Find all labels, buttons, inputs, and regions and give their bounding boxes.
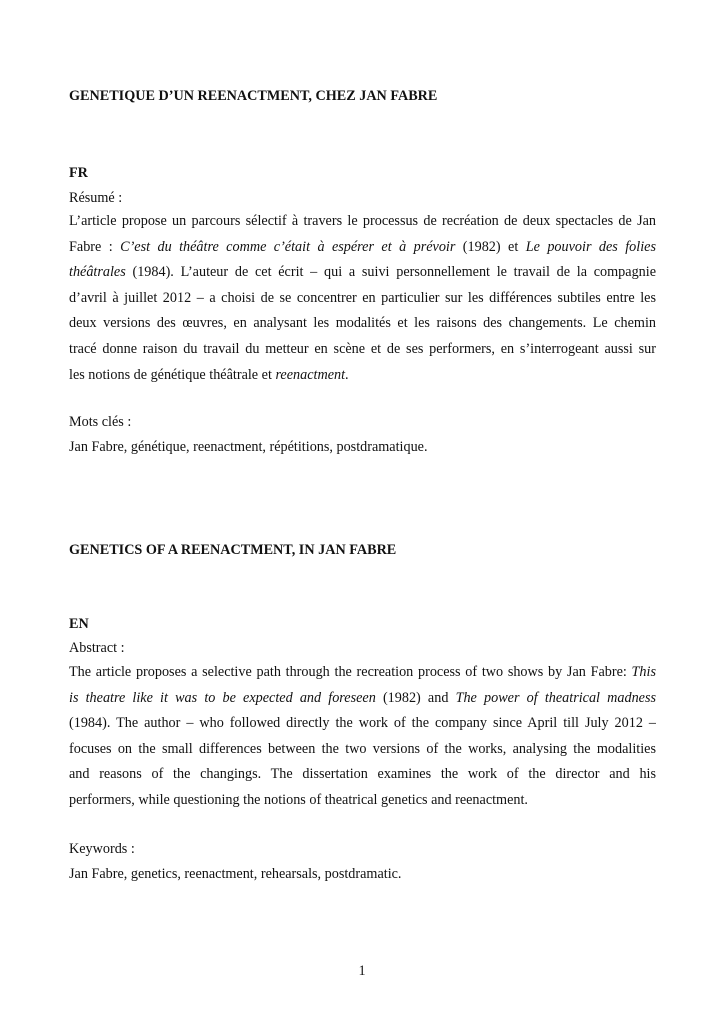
english-abstract-line-1: The article proposes a selective path through the recreation process of two shows by Jan Fabre: This <box>69 664 656 680</box>
page-number: 1 <box>358 963 366 979</box>
english-abstract-line-2: is theatre like it was to be expected and foreseen (1982) and The power of theatrical madness <box>69 689 656 706</box>
french-abstract-line-2: Fabre : C’est du théâtre comme c’était à espérer et à prévoir (1982) et Le pouvoir des folies <box>69 238 656 255</box>
french-keywords-label: Mots clés : <box>69 414 132 430</box>
french-abstract-line-7: les notions de génétique théâtrale et reenactment. <box>69 366 349 383</box>
french-language-heading: FR <box>69 165 88 181</box>
english-abstract-label: Abstract : <box>69 640 125 656</box>
english-title: GENETICS OF A REENACTMENT, IN JAN FABRE <box>69 542 397 558</box>
french-abstract-line-1: L’article propose un parcours sélectif à travers le processus de recréation de deux spectacles de Jan <box>69 213 656 229</box>
french-abstract-line-5: deux versions des œuvres, en analysant les modalités et les raisons des changements. Le chemin <box>69 315 656 332</box>
english-keywords-label: Keywords : <box>69 841 135 857</box>
french-abstract-line-3: théâtrales (1984). L’auteur de cet écrit – qui a suivi personnellement le travail de la compagnie <box>69 264 656 281</box>
english-keywords: Jan Fabre, genetics, reenactment, rehearsals, postdramatic. <box>69 866 402 882</box>
french-keywords: Jan Fabre, génétique, reenactment, répétitions, postdramatique. <box>69 439 428 455</box>
english-language-heading: EN <box>69 616 89 632</box>
english-abstract <box>69 660 656 814</box>
english-abstract-line-4: focuses on the small differences between the two versions of the works, analysing the modalities <box>69 740 656 757</box>
english-abstract-line-5: and reasons of the changings. The dissertation examines the work of the director and his <box>69 766 656 783</box>
french-abstract-line-6: tracé donne raison du travail du metteur en scène et de ses performers, en s’interrogeant aussi sur <box>69 340 656 357</box>
french-abstract-label: Résumé : <box>69 190 123 206</box>
french-abstract <box>69 209 656 388</box>
english-abstract-line-3: (1984). The author – who followed directly the work of the company since April till July 2012 – <box>69 715 656 732</box>
french-title: GENETIQUE D’UN REENACTMENT, CHEZ JAN FABRE <box>69 88 438 104</box>
english-abstract-line-6: performers, while questioning the notions of theatrical genetics and reenactment. <box>69 791 528 808</box>
french-abstract-line-4: d’avril à juillet 2012 – a choisi de se concentrer en particulier sur les différences subtiles entre les <box>69 289 656 306</box>
